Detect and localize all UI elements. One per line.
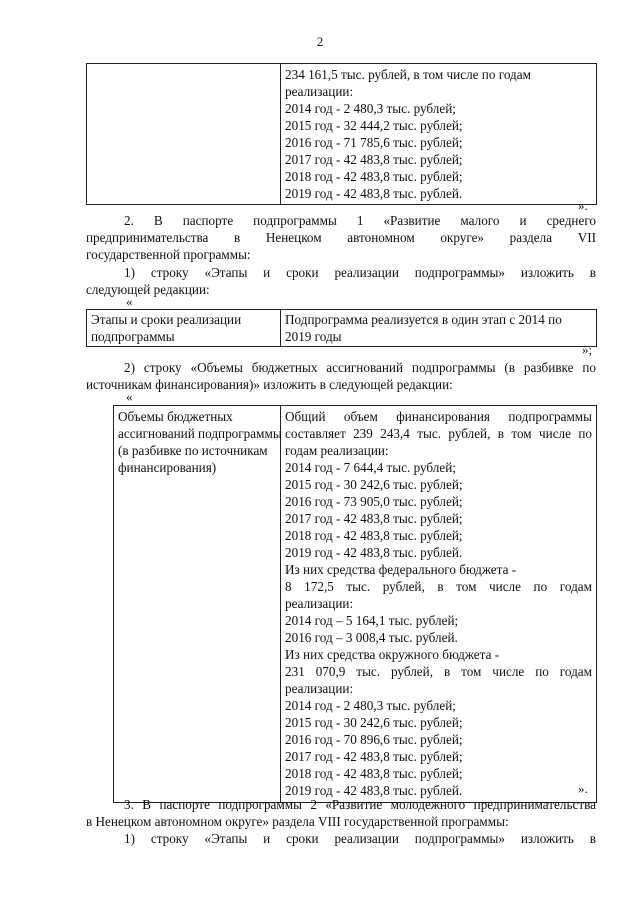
budget-value-cell	[281, 406, 597, 803]
budget-label-cell	[114, 406, 281, 803]
value-line: 2014 год - 2 480,3 тыс. рублей;	[285, 698, 456, 713]
paragraph-line: 2) строку «Объемы бюджетных ассигнований подпрограммы (в разбивке по	[124, 360, 596, 375]
value-line: 2017 год - 42 483,8 тыс. рублей;	[285, 511, 463, 526]
continuation-value-cell	[281, 64, 597, 205]
opening-quote: «	[126, 294, 133, 309]
value-line: реализации:	[285, 596, 354, 611]
label-line: подпрограммы	[91, 329, 175, 344]
value-line: 2018 год - 42 483,8 тыс. рублей;	[285, 528, 463, 543]
value-line: Из них средства окружного бюджета -	[285, 647, 500, 662]
paragraph-line: 3. В паспорте подпрограммы 2 «Развитие молодежного предпринимательства	[124, 797, 596, 812]
value-line: годам реализации:	[285, 443, 389, 458]
paragraph-line: источникам финансирования)» изложить в следующей редакции:	[86, 377, 453, 392]
value-line: реализации:	[285, 681, 354, 696]
paragraph-line: следующей редакции:	[86, 282, 210, 297]
stages-value-cell	[281, 310, 597, 347]
value-line: реализации:	[285, 84, 354, 99]
value-line: 2019 годы	[285, 329, 342, 344]
value-line: Общий объем финансирования подпрограммы	[285, 409, 592, 424]
value-line: 2016 год – 3 008,4 тыс. рублей.	[285, 630, 458, 645]
value-line: 2016 год - 70 896,6 тыс. рублей;	[285, 732, 463, 747]
item-3	[86, 830, 596, 847]
stages-table	[86, 309, 597, 347]
budget-table	[113, 405, 597, 803]
paragraph-line: 2. В паспорте подпрограммы 1 «Развитие малого и среднего	[124, 213, 596, 228]
value-line: 2015 год - 30 242,6 тыс. рублей;	[285, 715, 463, 730]
closing-quote: ».	[578, 198, 588, 213]
continuation-label-cell	[87, 64, 281, 205]
value-line: 2014 год - 2 480,3 тыс. рублей;	[285, 101, 456, 116]
stages-label-cell	[87, 310, 281, 347]
closing-quote: ».	[578, 781, 588, 796]
label-line: ассигнований подпрограммы	[118, 426, 282, 441]
label-line: финансирования)	[118, 460, 217, 475]
label-line: Объемы бюджетных	[118, 409, 233, 424]
value-line: 2018 год - 42 483,8 тыс. рублей;	[285, 766, 463, 781]
value-line: 2019 год - 42 483,8 тыс. рублей.	[285, 783, 463, 798]
continuation-table	[86, 63, 597, 205]
value-line: 2014 год - 7 644,4 тыс. рублей;	[285, 460, 456, 475]
value-line: 2015 год - 32 444,2 тыс. рублей;	[285, 118, 463, 133]
value-line: 2016 год - 73 905,0 тыс. рублей;	[285, 494, 463, 509]
paragraph-line: предпринимательства в Ненецком автономном округе» раздела VII	[86, 230, 596, 245]
value-line: 2015 год - 30 242,6 тыс. рублей;	[285, 477, 463, 492]
value-line: Подпрограмма реализуется в один этап с 2014 по	[285, 312, 562, 327]
paragraph-2	[86, 212, 596, 263]
value-line: 2017 год - 42 483,8 тыс. рублей;	[285, 749, 463, 764]
item-2	[86, 359, 596, 393]
value-line: 2014 год – 5 164,1 тыс. рублей;	[285, 613, 459, 628]
closing-quote: »;	[582, 342, 593, 357]
value-line: 2019 год - 42 483,8 тыс. рублей.	[285, 186, 463, 201]
value-line: 2018 год - 42 483,8 тыс. рублей;	[285, 169, 463, 184]
value-line: 2016 год - 71 785,6 тыс. рублей;	[285, 135, 463, 150]
paragraph-line: 1) строку «Этапы и сроки реализации подпрограммы» изложить в	[124, 831, 596, 846]
label-line: (в разбивке по источникам	[118, 443, 268, 458]
value-line: Из них средства федерального бюджета -	[285, 562, 517, 577]
value-line: 8 172,5 тыс. рублей, в том числе по годам	[285, 579, 592, 594]
label-line: Этапы и сроки реализации	[91, 312, 242, 327]
paragraph-3	[86, 796, 596, 830]
paragraph-line: государственной программы:	[86, 247, 251, 262]
paragraph-line: 1) строку «Этапы и сроки реализации подпрограммы» изложить в	[124, 265, 596, 280]
opening-quote: «	[126, 389, 133, 404]
value-line: 2019 год - 42 483,8 тыс. рублей.	[285, 545, 463, 560]
paragraph-line: в Ненецком автономном округе» раздела VIII государственной программы:	[86, 814, 509, 829]
page-number: 2	[316, 34, 324, 49]
value-line: 234 161,5 тыс. рублей, в том числе по годам	[285, 67, 531, 82]
value-line: 2017 год - 42 483,8 тыс. рублей;	[285, 152, 463, 167]
value-line: 231 070,9 тыс. рублей, в том числе по годам	[285, 664, 592, 679]
value-line: составляет 239 243,4 тыс. рублей, в том числе по	[285, 426, 592, 441]
item-1	[86, 264, 596, 298]
